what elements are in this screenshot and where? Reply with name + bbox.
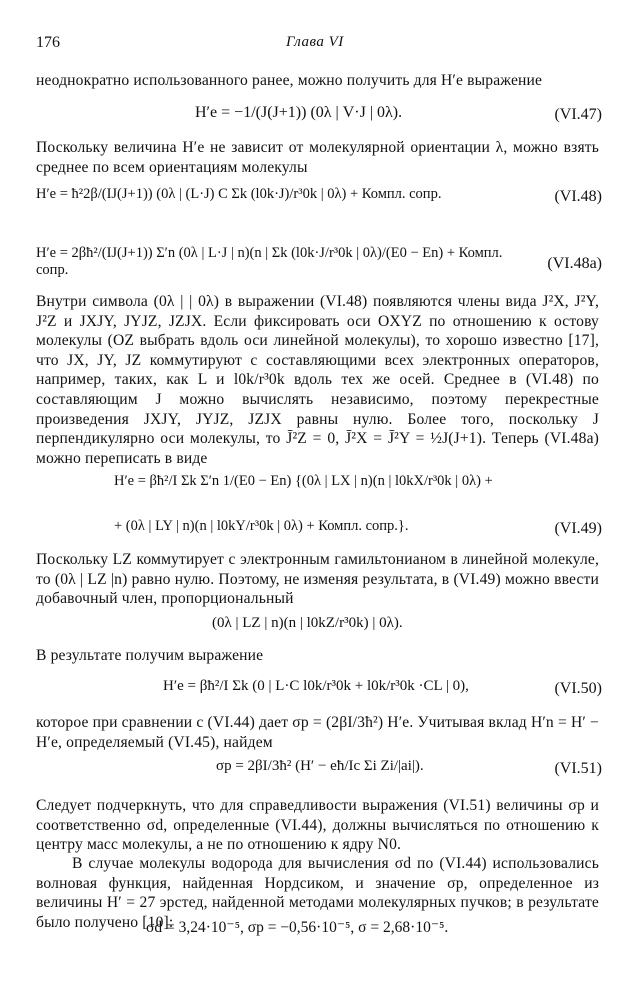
equation-number-vi-48a: (VI.48a) (547, 255, 602, 272)
equation-vi-51: σp = 2βI/3ħ² (H′ − eħ/Ic Σi Zi/|ai|). (216, 758, 424, 774)
paragraph-7: Следует подчеркнуть, что для справедливости выражения (VI.51) величины σp и соответственно σd, определенные (VI.44), должны вычисляться по отношению к центру масс молекулы, а не по отношению к ядру N0. (36, 797, 599, 854)
equation-number-vi-48: (VI.48) (554, 188, 602, 205)
running-head: Глава VI (286, 34, 344, 50)
paragraph-4: Поскольку LZ коммутирует с электронным гамильтонианом в линейной молекуле, то (0λ | LZ |n) равно нулю. Поэтому, не изменяя результата, в (VI.49) можно ввести добавочный член, пропорциональный (36, 551, 599, 608)
paragraph-5: В результате получим выражение (36, 647, 264, 664)
paragraph-3: Внутри символа (0λ | | 0λ) в выражении (VI.48) появляются члены вида J²X, J²Y, J²Z и JXJY, JYJZ, JZJX. Если фиксировать оси OXYZ по отношению к остову молекулы (OZ выбрать вдоль оси линейной молекулы), то хорошо известно [17], что JX, JY, JZ коммутируют с составляющими всех электронных операторов, например, таких, как L и l0k/r³0k вдоль тех же осей. Среднее в (VI.48) по составляющим J можно вычислять независимо, поэтому перекрестные произведения JXJY, JYJZ, JZJX равны нулю. Более того, поскольку J перпендикулярно оси молекулы, то J̄²Z = 0, J̄²X = J̄²Y = ½J(J+1). Теперь (VI.48a) можно переписать в виде (36, 293, 599, 467)
equation-vi-48a: H′e = 2βħ²/(IJ(J+1)) Σ′n (0λ | L·J | n)(n | Σk (l0k·J/r³0k | 0λ)/(E0 − En) + Компл. сопр. (36, 245, 503, 278)
equation-vi-48: H′e = ħ²2β/(IJ(J+1)) (0λ | (L·J) C Σk (l0k·J)/r³0k | 0λ) + Компл. сопр. (36, 186, 442, 202)
page-number: 176 (36, 34, 60, 51)
equation-vi-47: H′e = −1/(J(J+1)) (0λ | V·J | 0λ). (195, 104, 403, 121)
paragraph-1: неоднократно использованного ранее, можно получить для H′e выражение (36, 72, 543, 89)
equation-number-vi-49: (VI.49) (554, 520, 602, 537)
result-values: σd = 3,24·10⁻⁵, σp = −0,56·10⁻⁵, σ = 2,68·10⁻⁵. (146, 919, 449, 936)
equation-number-vi-47: (VI.47) (554, 106, 602, 123)
paragraph-8: В случае молекулы водорода для вычисления σd по (VI.44) использовались волновая функция, найденная Нордсиком, и значение σp, определенное из величины H′ = 27 эрстед, найденной методами молекулярных пучков; в результате было получено [10]: (36, 855, 599, 931)
paragraph-2: Поскольку величина H′e не зависит от молекулярной ориентации λ, можно взять среднее по всем ориентациям молекулы (36, 139, 599, 176)
equation-vi-49-line-1: H′e = βħ²/I Σk Σ′n 1/(E0 − En) {(0λ | LX | n)(n | l0kX/r³0k | 0λ) + (114, 473, 493, 489)
paragraph-6: которое при сравнении с (VI.44) дает σp = (2βI/3ħ²) H′e. Учитывая вклад H′n = H′ − H′e, определяемый (VI.45), найдем (36, 714, 599, 751)
equation-number-vi-51: (VI.51) (554, 760, 602, 777)
equation-proportional-term: (0λ | LZ | n)(n | l0kZ/r³0k) | 0λ). (212, 615, 403, 631)
equation-vi-49-line-2: + (0λ | LY | n)(n | l0kY/r³0k | 0λ) + Компл. сопр.}. (114, 518, 409, 534)
equation-vi-50: H′e = βħ²/I Σk (0 | L·C l0k/r³0k + l0k/r³0k ·CL | 0), (163, 678, 469, 694)
equation-number-vi-50: (VI.50) (554, 680, 602, 697)
